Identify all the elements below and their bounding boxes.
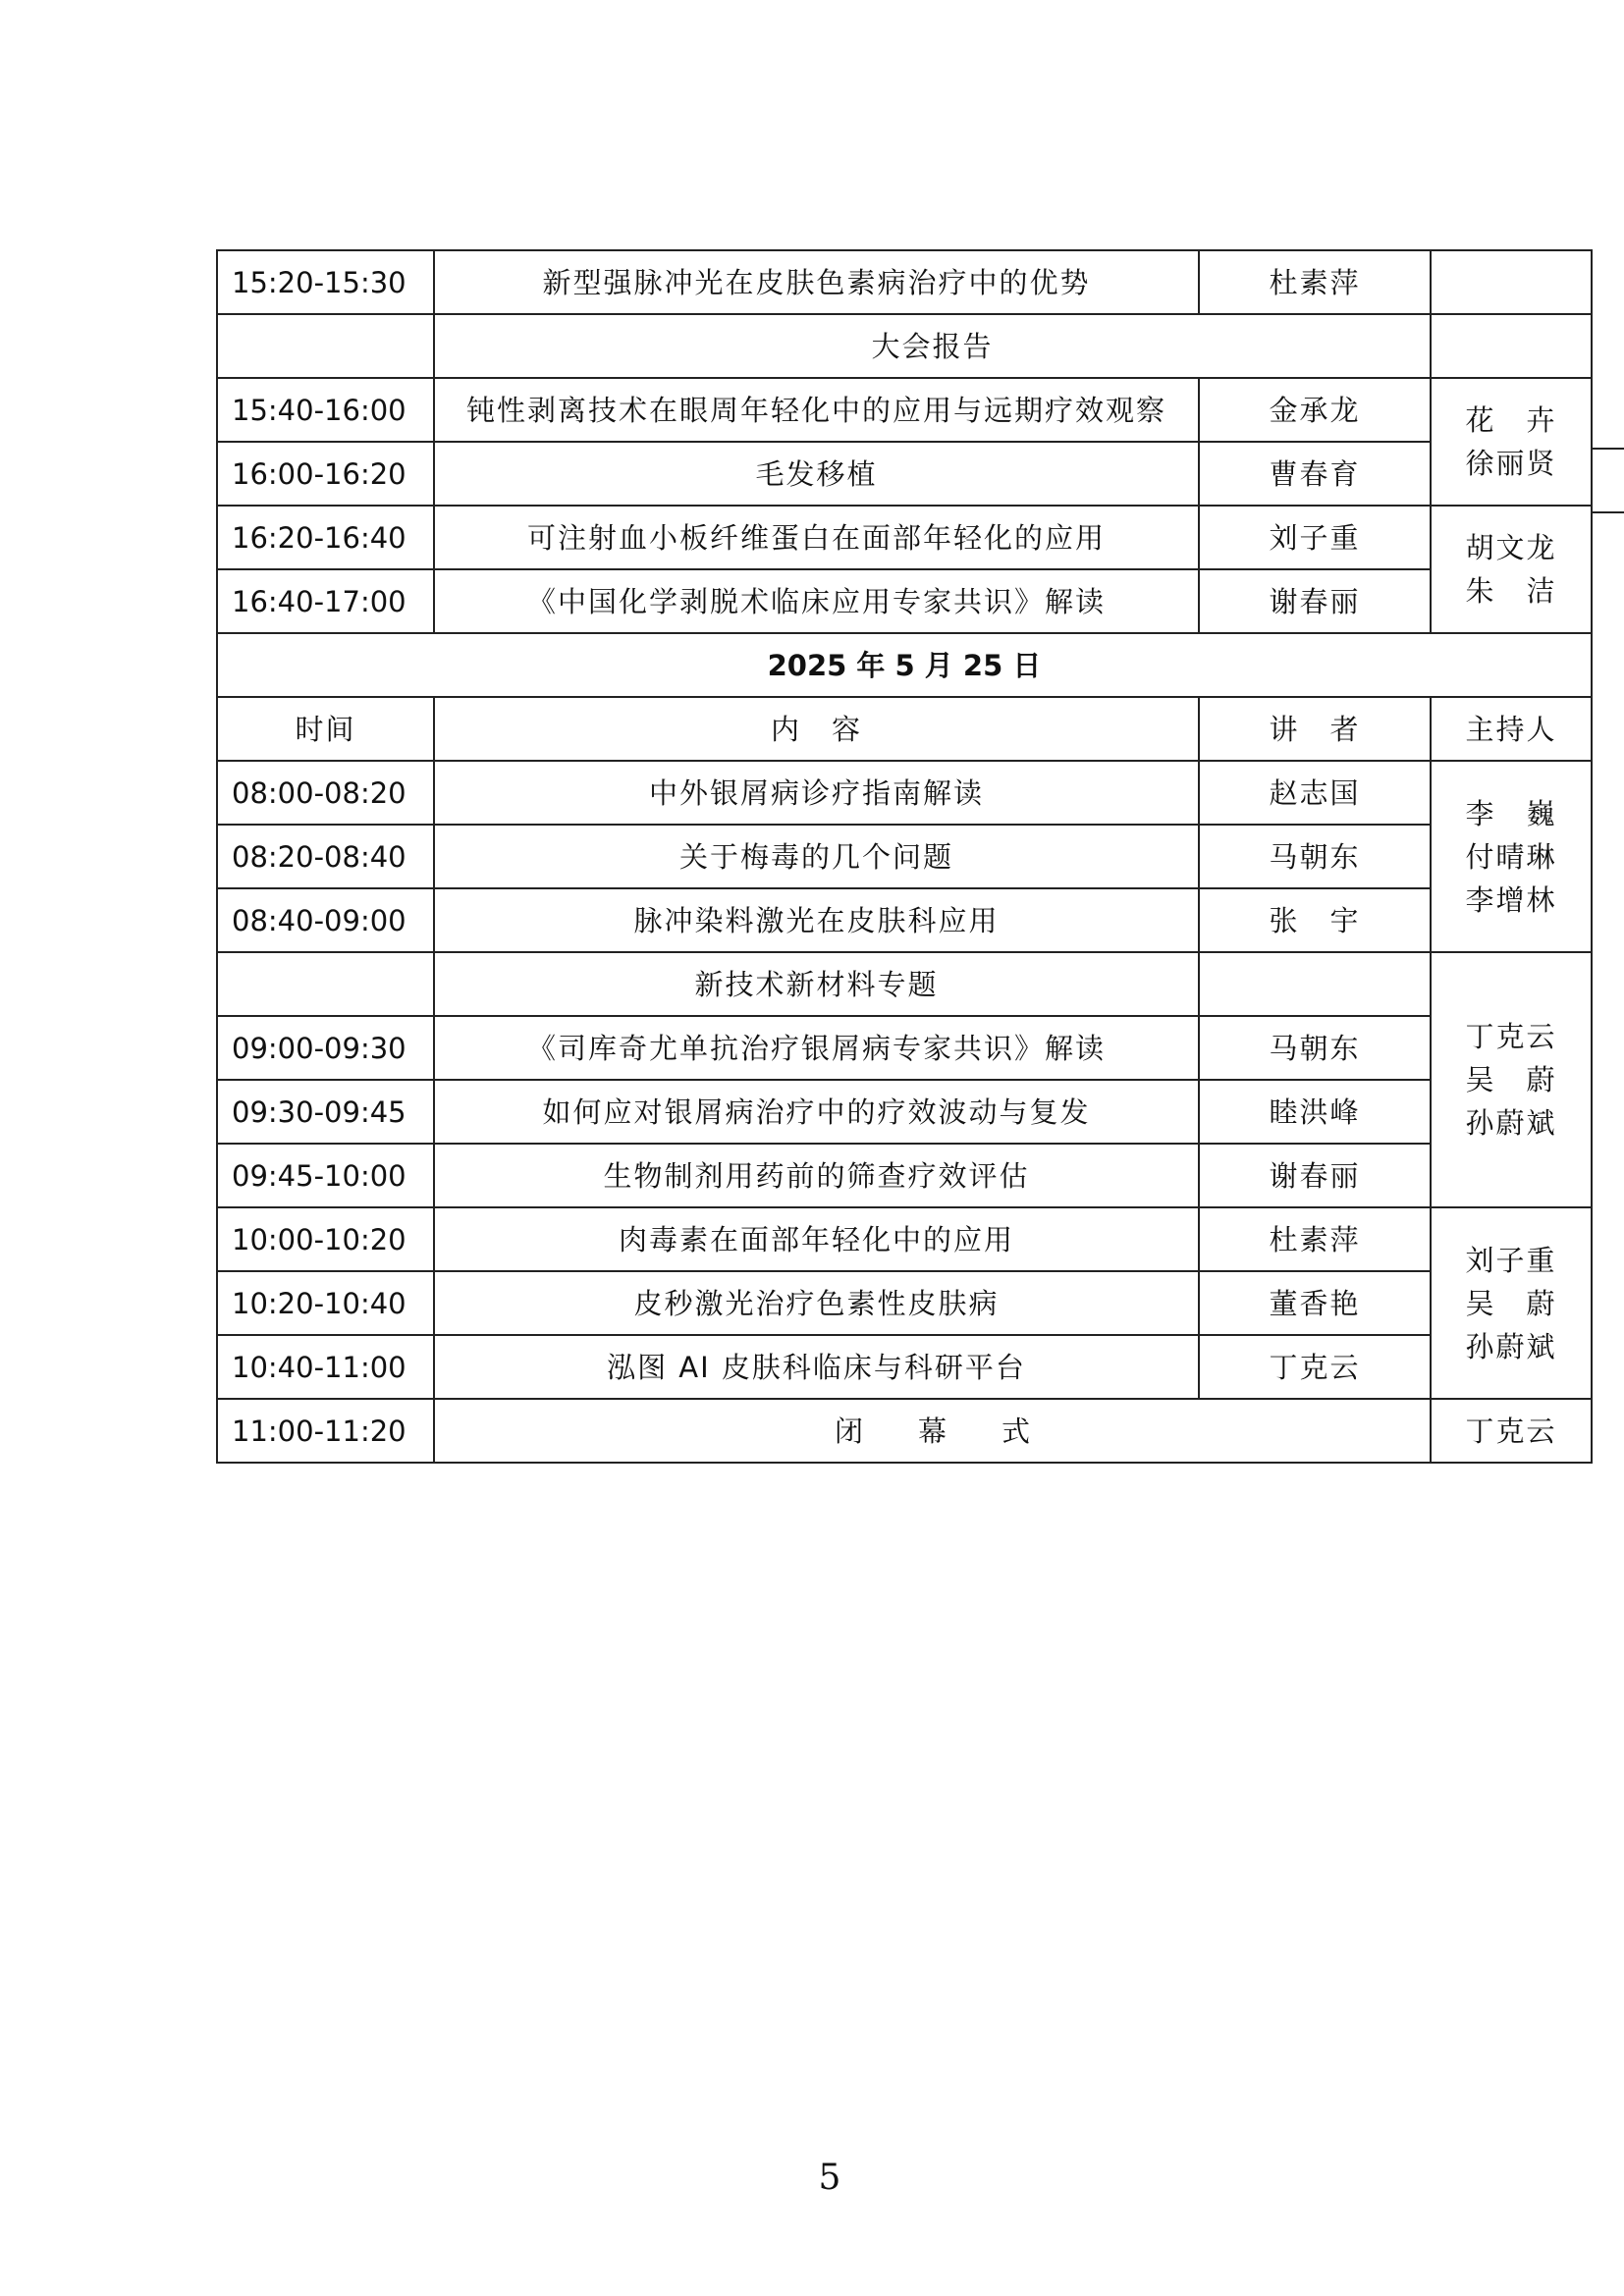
host-cell xyxy=(1431,1207,1592,1399)
section-title: 新技术新材料专题 xyxy=(434,952,1199,1016)
session-speaker: 马朝东 xyxy=(1199,825,1431,888)
session-time: 09:00-09:30 xyxy=(217,1016,434,1080)
session-time: 08:40-09:00 xyxy=(217,888,434,952)
page-number: 5 xyxy=(818,2158,841,2198)
session-speaker: 刘子重 xyxy=(1199,506,1431,569)
session-speaker: 赵志国 xyxy=(1199,761,1431,825)
session-time: 08:20-08:40 xyxy=(217,825,434,888)
host-name: 孙蔚斌 xyxy=(1465,1106,1557,1140)
session-topic: 钝性剥离技术在眼周年轻化中的应用与远期疗效观察 xyxy=(434,378,1199,442)
session-speaker: 金承龙 xyxy=(1199,378,1431,442)
session-time: 16:40-17:00 xyxy=(217,569,434,633)
host-name: 刘子重 xyxy=(1465,1243,1557,1277)
session-speaker: 张 宇 xyxy=(1199,888,1431,952)
session-time: 10:40-11:00 xyxy=(217,1335,434,1399)
session-speaker: 睦洪峰 xyxy=(1199,1080,1431,1144)
session-topic: 毛发移植 xyxy=(434,442,1199,506)
host-name: 丁克云 xyxy=(1431,1399,1592,1463)
header-time: 时间 xyxy=(217,697,434,761)
table-row xyxy=(217,633,1592,697)
session-speaker: 曹春育 xyxy=(1199,442,1431,506)
table-row xyxy=(217,761,1592,825)
session-time: 10:20-10:40 xyxy=(217,1271,434,1335)
host-cell xyxy=(1431,378,1592,506)
host-cell xyxy=(1431,761,1592,952)
session-time: 15:20-15:30 xyxy=(217,250,434,314)
table-row xyxy=(217,378,1592,442)
host-name: 吴 蔚 xyxy=(1465,1286,1557,1320)
session-time: 15:40-16:00 xyxy=(217,378,434,442)
session-topic: 中外银屑病诊疗指南解读 xyxy=(434,761,1199,825)
table-row xyxy=(217,1016,1592,1080)
session-speaker: 马朝东 xyxy=(1199,1016,1431,1080)
section-title: 大会报告 xyxy=(434,314,1431,378)
session-speaker: 杜素萍 xyxy=(1199,1207,1431,1271)
session-time: 16:00-16:20 xyxy=(217,442,434,506)
header-speaker: 讲 者 xyxy=(1199,697,1431,761)
session-time: 09:45-10:00 xyxy=(217,1144,434,1207)
host-name: 李 巍 xyxy=(1465,796,1557,830)
table-row xyxy=(217,825,1592,888)
header-content: 内 容 xyxy=(434,697,1199,761)
table-row xyxy=(217,1080,1592,1144)
table-row xyxy=(217,1399,1592,1463)
schedule-table xyxy=(216,249,1593,1464)
host-name: 朱 洁 xyxy=(1465,574,1557,608)
host-name: 付晴琳 xyxy=(1465,839,1557,874)
header-host: 主持人 xyxy=(1431,697,1592,761)
session-topic: 《中国化学剥脱术临床应用专家共识》解读 xyxy=(434,569,1199,633)
session-time: 10:00-10:20 xyxy=(217,1207,434,1271)
host-name: 丁克云 xyxy=(1465,1020,1557,1053)
table-row xyxy=(217,1271,1592,1335)
host-cell xyxy=(1431,952,1592,1207)
host-name: 孙蔚斌 xyxy=(1465,1329,1557,1363)
session-topic: 关于梅毒的几个问题 xyxy=(434,825,1199,888)
session-time: 16:20-16:40 xyxy=(217,506,434,569)
session-topic: 《司库奇尤单抗治疗银屑病专家共识》解读 xyxy=(434,1016,1199,1080)
session-time: 11:00-11:20 xyxy=(217,1399,434,1463)
session-topic: 生物制剂用药前的筛查疗效评估 xyxy=(434,1144,1199,1207)
table-row xyxy=(217,1144,1592,1207)
closing-ceremony xyxy=(434,1399,1431,1463)
table-row xyxy=(217,442,1592,506)
session-topic: 新型强脉冲光在皮肤色素病治疗中的优势 xyxy=(434,250,1199,314)
table-edge-fragment xyxy=(1591,448,1624,513)
session-topic: 皮秒激光治疗色素性皮肤病 xyxy=(434,1271,1199,1335)
session-topic: 泓图 AI 皮肤科临床与科研平台 xyxy=(434,1335,1199,1399)
session-topic: 脉冲染料激光在皮肤科应用 xyxy=(434,888,1199,952)
host-name: 李增林 xyxy=(1465,882,1557,917)
session-time: 08:00-08:20 xyxy=(217,761,434,825)
session-speaker: 丁克云 xyxy=(1199,1335,1431,1399)
table-row xyxy=(217,888,1592,952)
session-topic: 肉毒素在面部年轻化中的应用 xyxy=(434,1207,1199,1271)
host-cell xyxy=(1431,250,1592,314)
host-cell xyxy=(1431,506,1592,633)
session-time: 09:30-09:45 xyxy=(217,1080,434,1144)
session-speaker: 董香艳 xyxy=(1199,1271,1431,1335)
session-topic: 可注射血小板纤维蛋白在面部年轻化的应用 xyxy=(434,506,1199,569)
host-name: 花 卉 xyxy=(1465,403,1557,437)
table-row xyxy=(217,1207,1592,1271)
host-name: 胡文龙 xyxy=(1465,531,1557,564)
session-speaker: 谢春丽 xyxy=(1199,569,1431,633)
table-row xyxy=(217,506,1592,569)
closing-title: 闭幕式 xyxy=(834,1414,1085,1448)
date-heading: 2025 年 5 月 25 日 xyxy=(217,633,1592,697)
table-row xyxy=(217,569,1592,633)
table-row xyxy=(217,952,1592,1016)
session-topic: 如何应对银屑病治疗中的疗效波动与复发 xyxy=(434,1080,1199,1144)
table-row xyxy=(217,250,1592,314)
header-row xyxy=(217,697,1592,761)
session-speaker: 谢春丽 xyxy=(1199,1144,1431,1207)
session-speaker: 杜素萍 xyxy=(1199,250,1431,314)
table-row xyxy=(217,314,1592,378)
host-name: 吴 蔚 xyxy=(1465,1063,1557,1096)
table-row xyxy=(217,1335,1592,1399)
host-name: 徐丽贤 xyxy=(1465,447,1557,480)
